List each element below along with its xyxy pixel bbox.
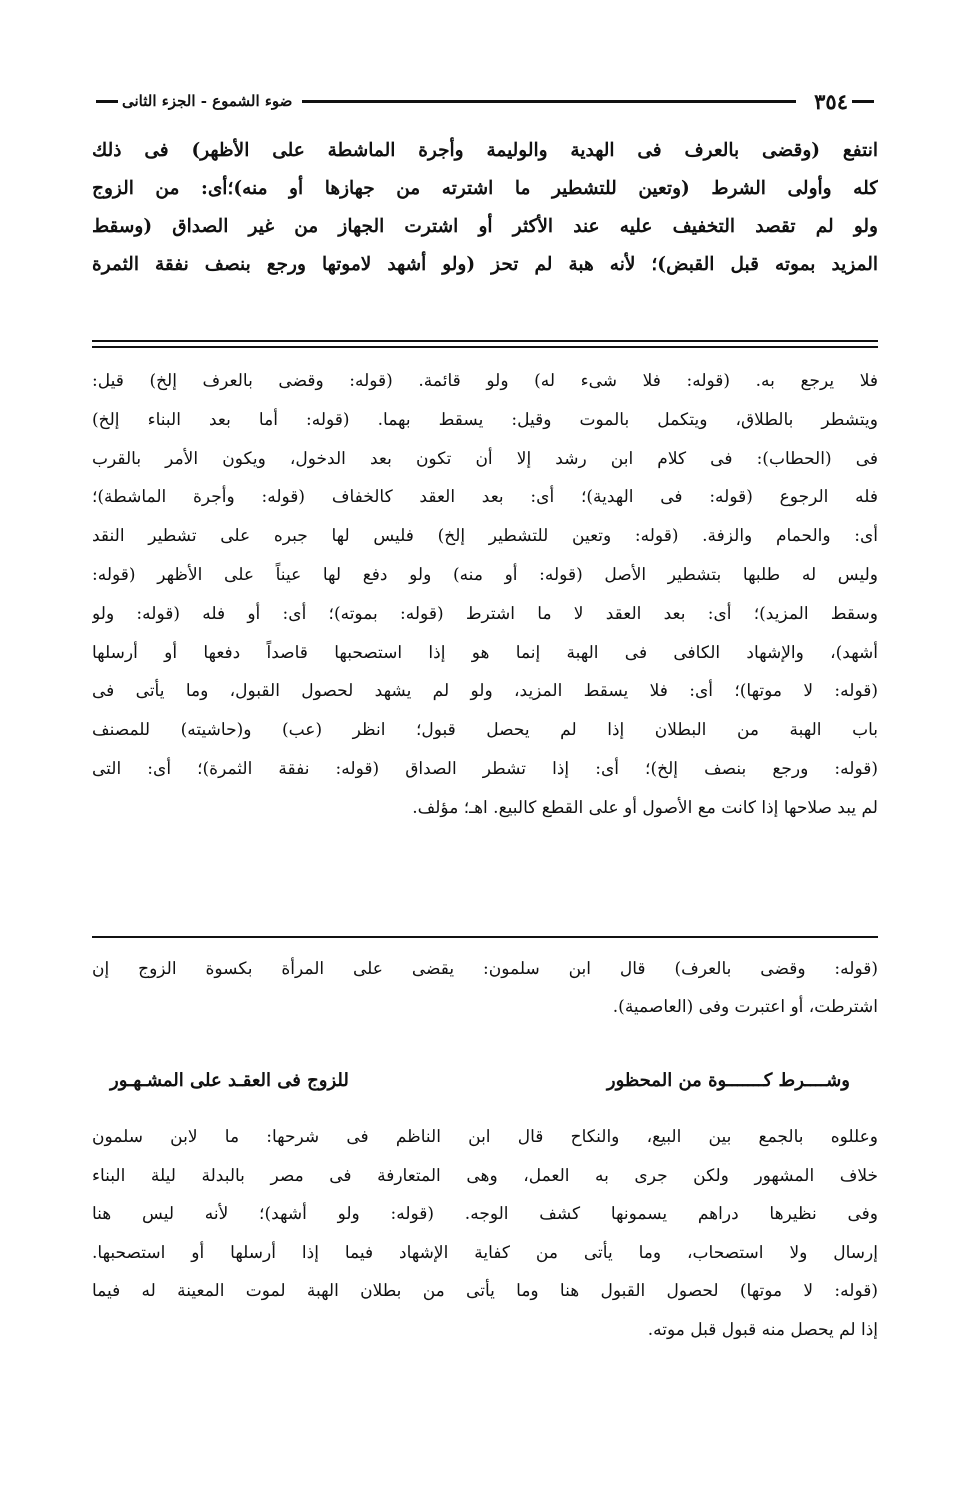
footnote-line: (قوله: لا موتها) لحصول القبول هنا وما يأتى من بطلان الهبة لموت المعينة له فيما (92, 1281, 878, 1301)
footnote-continuation-block (92, 1118, 878, 1349)
verse-right-hemistich: وشــــرط كـــــــوة من المحظور (606, 1069, 850, 1091)
footnote-line: خلاف المشهور ولكن جرى به العمل، وهى المتعارفة فى مصر بالبدلة ليلة البناء (92, 1165, 878, 1186)
verse-line (110, 1060, 850, 1100)
footnote-block (92, 950, 878, 1026)
commentary-line: أى: والحمام والزفة. (قوله: وتعين للتشطير إلخ) فليس لها جبره على تشطير النقد (92, 526, 878, 547)
page-header (92, 86, 878, 116)
page-number: ٣٥٤ (814, 88, 848, 114)
commentary-block (92, 362, 878, 828)
main-text-line: انتفع (وقضى بالعرف فى الهدية والوليمة وأجرة الماشطة على الأظهر) فى ذلك (92, 140, 878, 161)
header-rule (302, 100, 796, 103)
running-title: ضوء الشموع - الجزء الثانى (122, 92, 293, 110)
footnote-divider (92, 936, 878, 938)
footnote-line: إذا لم يحصل منه قبول قبل موته. (647, 1319, 878, 1340)
header-dash-left (96, 100, 118, 103)
commentary-line: أشهد)، والإشهاد الكافى فى الهبة إنما هو إذا استصحبها قاصداً دفعها أو أرسلها (92, 642, 878, 663)
commentary-line: وسقط المزيد)؛ أى: بعد العقد لا ما اشترط (قوله: بموته)؛ أى: أو فله (قوله: ولو (92, 603, 878, 624)
main-text-block (92, 132, 878, 284)
footnote-line: وعللوه بالجمع بين البيع، والنكاح قال ابن الناظم فى شرحها: ما لابن سلمون (92, 1127, 878, 1147)
commentary-line: باب الهبة من البطلان إذا لم يحصل قبول؛ انظر (عب) و(حاشيته) للمصنف (92, 720, 878, 741)
commentary-line: (قوله: لا موتها)؛ أى: فلا يسقط المزيد، ولو لم يشهد لحصول القبول، وما يأتى فى (92, 681, 878, 702)
main-text-line: المزيد بموته قبل القبض)؛ لأنه هبة لم تحز (ولو أشهد لاموتها ورجع بنصف نفقة الثمرة (92, 254, 878, 275)
commentary-line: وليس له طلبها بتشطير الأصل (قوله: أو منه) ولو دفع لها عيناً على الأظهر (قوله: (92, 564, 878, 585)
double-divider (92, 340, 878, 348)
verse-left-hemistich: للزوج فى العقـد على المشـهـور (110, 1069, 349, 1091)
commentary-line: ويتشطر بالطلاق، ويتكمل بالموت وقيل: يسقط بهما. (قوله: أما بعد البناء إلخ) (92, 409, 878, 430)
footnote-line: (قوله: وقضى بالعرف) قال ابن سلمون: يقضى على المرأة بكسوة الزوج إن (92, 959, 878, 979)
footnote-line: إرسال ولا استصحاب، وما يأتى من كفاية الإشهاد فيما إذا أرسلها أو استصحبها. (92, 1242, 878, 1263)
commentary-line: فى (الحطاب): فى كلام ابن رشد إلا أن تكون بعد الدخول، ويكون الأمر بالقرب (92, 448, 878, 469)
main-text-line: كله وأولى الشرط (وتعين للتشطير ما اشترته من جهازها أو منه)؛أى: من الزوج (92, 178, 878, 199)
commentary-line: لم يبد صلاحها إذا كانت مع الأصول أو على القطع كالبيع. اهـ؛ مؤلف. (412, 797, 878, 818)
footnote-line: وفى نظيرها دراهم يسمونها كشف الوجه. (قوله: ولو أشهد)؛ لأنه ليس هنا (92, 1204, 878, 1224)
header-dash-right (852, 100, 874, 103)
footnote-line: اشترطت، أو اعتبرت وفى (العاصمية). (612, 997, 878, 1017)
commentary-line: فله الرجوع (قوله: فى الهدية)؛ أى: بعد العقد كالخفاف (قوله: وأجرة الماشطة)؛ (92, 487, 878, 508)
main-text-line: ولو لم تقصد التخفيف عليه عند الأكثر أو اشترت الجهاز من غير الصداق (وسقط (92, 216, 878, 237)
commentary-line: فلا يرجع به. (قوله: فلا شىء له) ولو قائمة. (قوله: وقضى بالعرف إلخ) قيل: (92, 371, 878, 391)
commentary-line: (قوله: ورجع بنصف إلخ)؛ أى: إذا تشطر الصداق (قوله: نفقة الثمرة)؛ أى: التى (92, 758, 878, 779)
